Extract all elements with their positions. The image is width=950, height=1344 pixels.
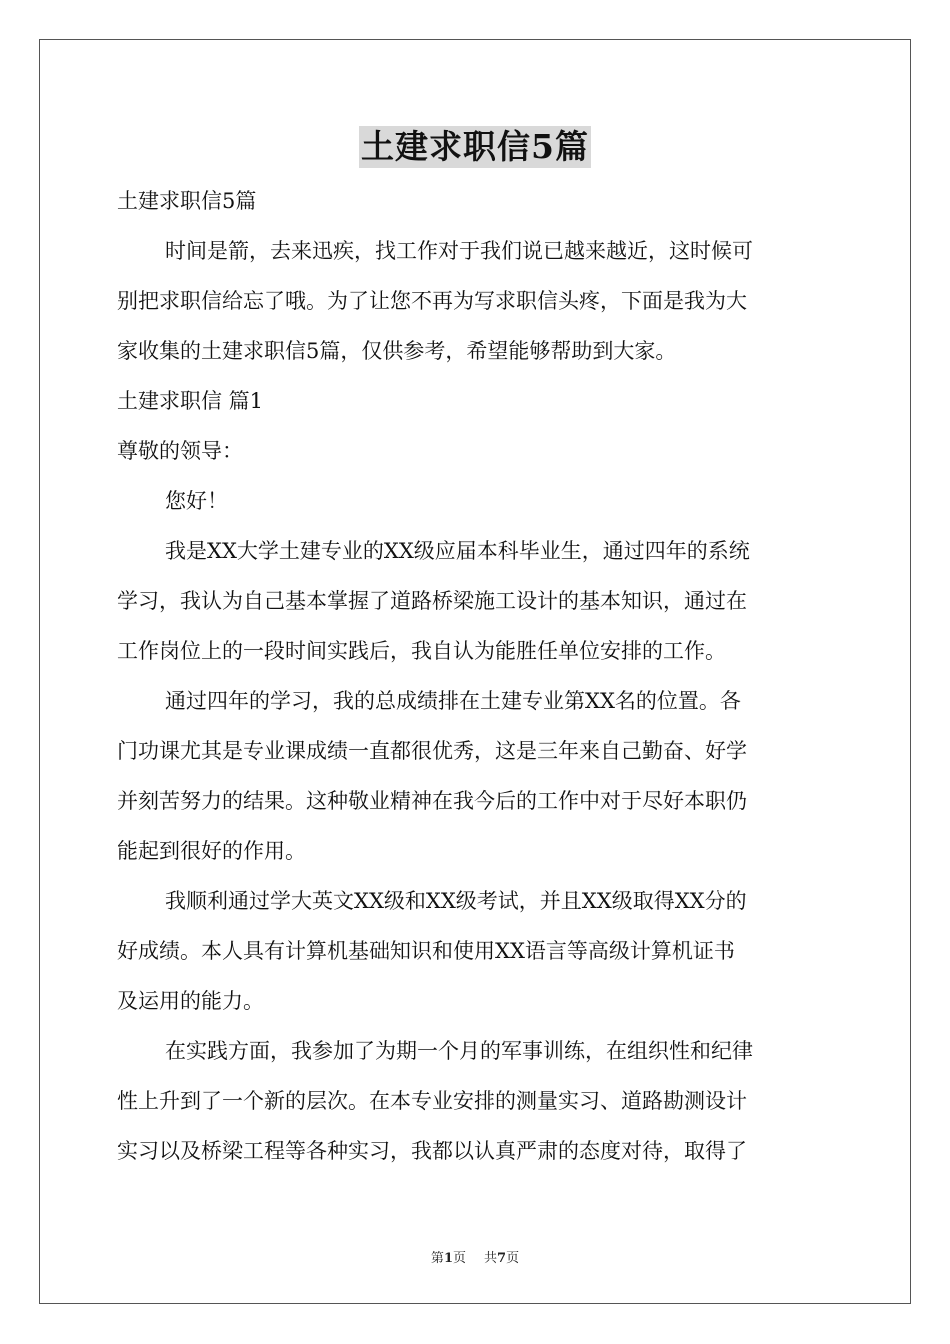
text-line: 时间是箭，去来迅疾，找工作对于我们说已越来越近，这时候可 (165, 239, 753, 263)
text-line: 并刻苦努力的结果。这种敬业精神在我今后的工作中对于尽好本职仍 (117, 789, 747, 813)
page-footer (0, 1247, 950, 1266)
text-line: 您好！ (165, 489, 228, 513)
text-line: 工作岗位上的一段时间实践后，我自认为能胜任单位安排的工作。 (117, 639, 726, 663)
text-line: 别把求职信给忘了哦。为了让您不再为写求职信头疼，下面是我为大 (117, 289, 747, 313)
text-line: 家收集的土建求职信5篇，仅供参考，希望能够帮助到大家。 (117, 339, 677, 363)
text-line: 及运用的能力。 (117, 989, 264, 1013)
total-suffix: 页 (506, 1251, 520, 1266)
text-line: 土建求职信 篇1 (117, 389, 264, 413)
total-prefix: 共 (484, 1251, 498, 1266)
text-line: 尊敬的领导： (117, 439, 243, 463)
document-title: 土建求职信5篇 (361, 127, 589, 166)
text-line: 土建求职信5篇 (117, 189, 257, 213)
document-body (117, 176, 833, 1176)
text-line: 性上升到了一个新的层次。在本专业安排的测量实习、道路勘测设计 (117, 1089, 747, 1113)
text-line: 通过四年的学习，我的总成绩排在土建专业第XX名的位置。各 (165, 689, 741, 713)
total-page-number: 7 (497, 1251, 507, 1266)
text-line: 学习，我认为自己基本掌握了道路桥梁施工设计的基本知识，通过在 (117, 589, 747, 613)
text-line: 我是XX大学土建专业的XX级应届本科毕业生，通过四年的系统 (165, 539, 750, 563)
text-line: 能起到很好的作用。 (117, 839, 306, 863)
text-line: 门功课尤其是专业课成绩一直都很优秀，这是三年来自己勤奋、好学 (117, 739, 747, 763)
page-prefix: 第 (430, 1251, 444, 1266)
text-line: 我顺利通过学大英文XX级和XX级考试，并且XX级取得XX分的 (165, 889, 747, 913)
title-container (0, 126, 950, 168)
text-line: 实习以及桥梁工程等各种实习，我都以认真严肃的态度对待，取得了 (117, 1139, 747, 1163)
current-page-number: 1 (443, 1251, 453, 1266)
text-line: 好成绩。本人具有计算机基础知识和使用XX语言等高级计算机证书 (117, 939, 735, 963)
text-line: 在实践方面，我参加了为期一个月的军事训练，在组织性和纪律 (165, 1039, 753, 1063)
page-suffix: 页 (452, 1251, 466, 1266)
